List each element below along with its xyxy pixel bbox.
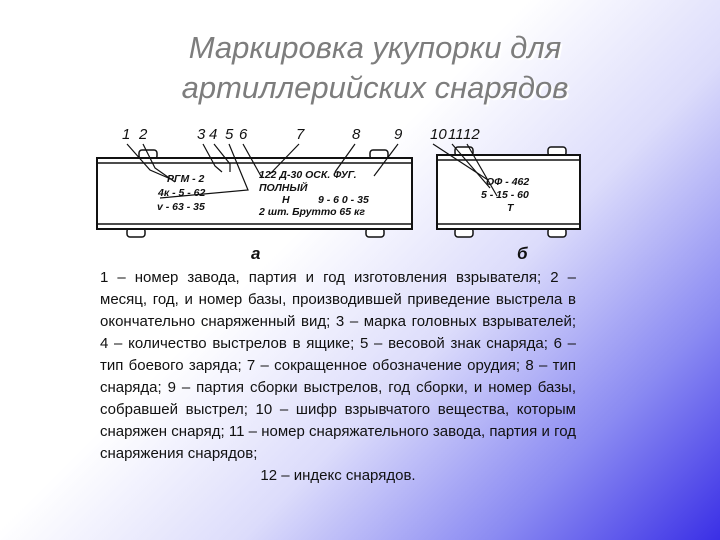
callout-10: 10 — [430, 126, 447, 143]
callout-11: 11 — [448, 126, 464, 143]
mark-a-right-1: 122 Д-30 ОСК. ФУГ. — [259, 169, 357, 181]
mark-a-right-3: Н — [282, 194, 290, 206]
mark-a-right-2: ПОЛНЫЙ — [259, 182, 308, 194]
mark-a-left-2: 4к - 5 - 62 — [158, 187, 206, 199]
legend-text — [100, 267, 576, 487]
title-line-1: Маркировка укупорки для — [188, 30, 562, 65]
callout-9: 9 — [394, 126, 403, 143]
mark-a-right-5: 2 шт. Брутто 65 кг — [259, 206, 365, 218]
mark-b-1: ОФ - 462 — [486, 176, 530, 188]
callout-7: 7 — [296, 126, 305, 143]
callout-5: 5 — [225, 126, 234, 143]
callout-3: 3 — [197, 126, 206, 143]
legend-last: 12 – индекс снарядов. — [260, 467, 416, 484]
callout-2: 2 — [139, 126, 148, 143]
mark-b-2: 5 - 15 - 60 — [481, 189, 529, 201]
mark-a-left-3: v - 63 - 35 — [157, 201, 205, 213]
caption-a: а — [251, 244, 261, 263]
callout-8: 8 — [352, 126, 361, 143]
legend-main: 1 – номер завода, партия и год изготовления взрывателя; 2 – месяц, год, и номер базы, производившей приведение выстрела в окончательно снаряженный вид; 3 – марка головных взрывателей; 4 – количество выстрелов в ящике; 5 – весовой знак снаряда; 6 – тип боевого заряда; 7 – сокращенное обозначение орудия; 8 – тип снаряда; 9 – партия сборки выстрелов, год сборки, и номер базы, собравшей выстрел; 10 – шифр взрывчатого вещества, которым снаряжен снаряд; 11 – номер снаряжательного завода, партия и год снаряжения снарядов; — [100, 269, 576, 462]
title-line-2: артиллерийских снарядов — [181, 70, 569, 105]
mark-a-left-1: РГМ - 2 — [167, 173, 205, 185]
callout-12: 12 — [463, 126, 480, 143]
mark-b-3: Т — [507, 202, 514, 214]
mark-a-right-4: 9 - 6 0 - 35 — [318, 194, 369, 206]
caption-b: б — [517, 244, 528, 263]
callout-4: 4 — [209, 126, 218, 143]
callout-6: 6 — [239, 126, 248, 143]
callout-1: 1 — [122, 126, 131, 143]
